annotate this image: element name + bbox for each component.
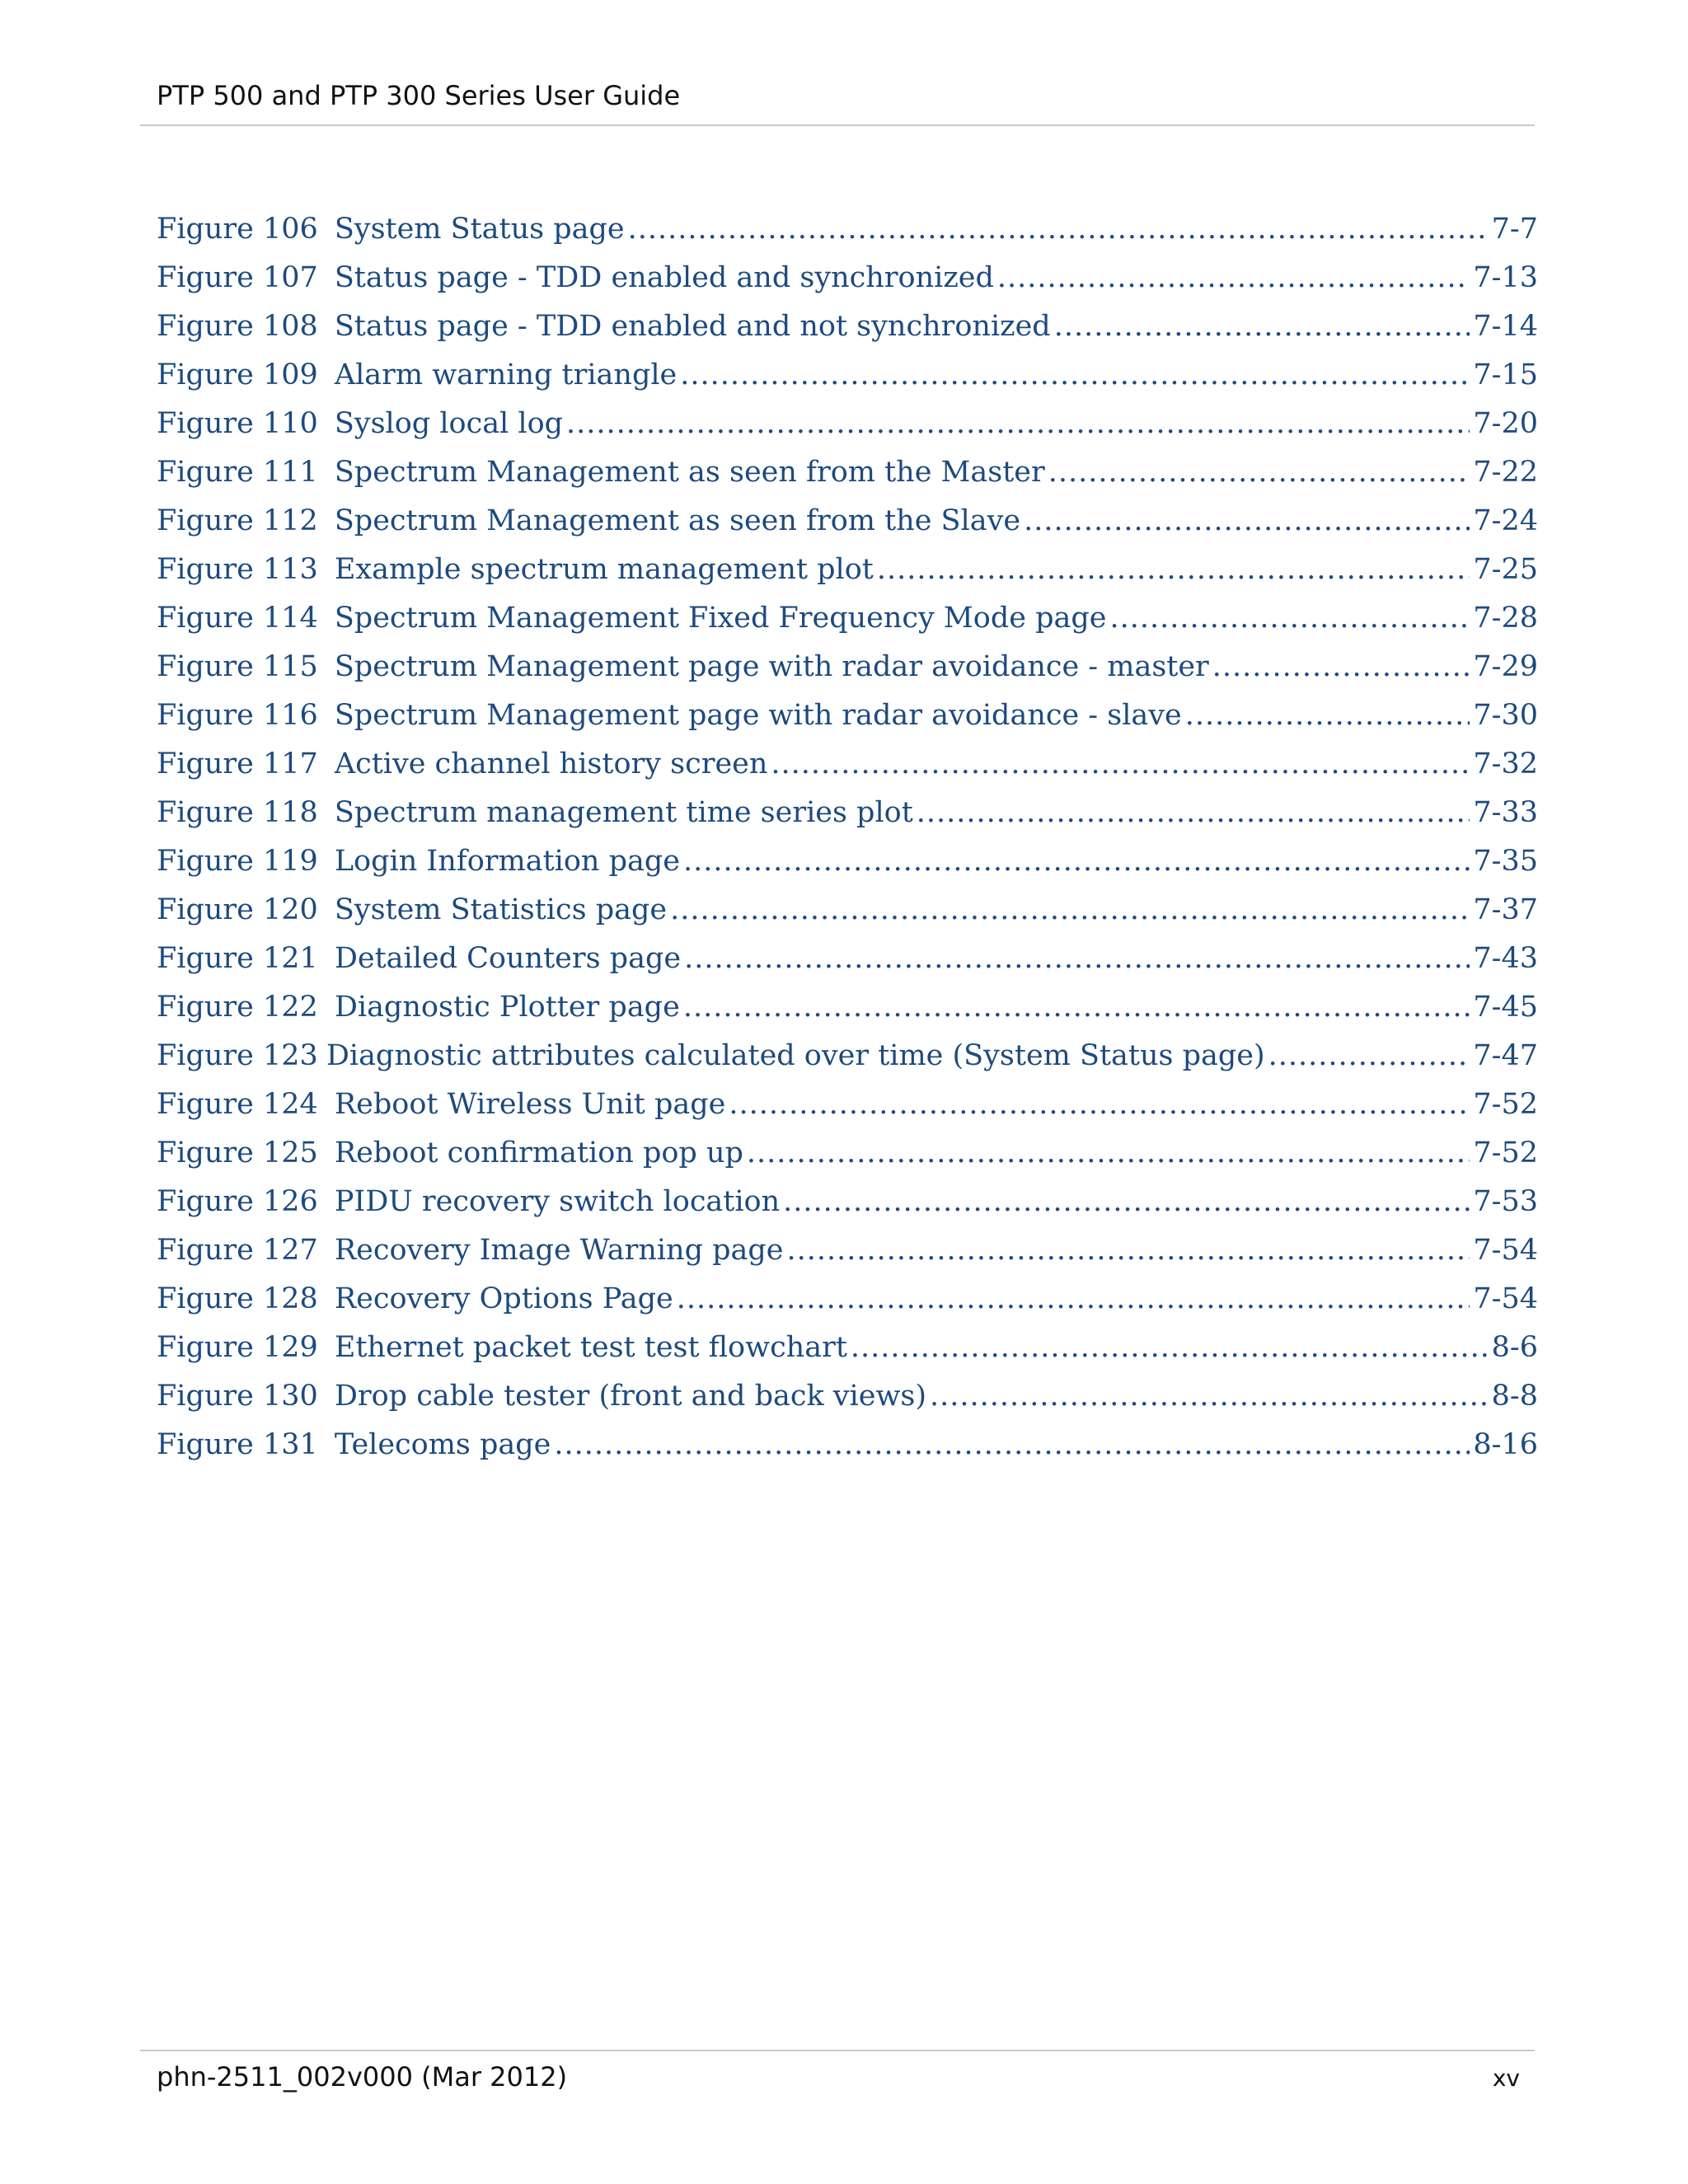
toc-entry[interactable] xyxy=(157,261,1538,310)
toc-entry-label: Figure 113 xyxy=(157,553,318,586)
footer-document-id: phn-2511_002v000 (Mar 2012) xyxy=(157,2061,568,2093)
toc-entry-page-number: 7-15 xyxy=(1473,359,1538,391)
toc-entry-page-number: 7-25 xyxy=(1473,553,1538,586)
toc-entry-page-number: 7-32 xyxy=(1473,748,1538,780)
toc-entry-page-number: 8-16 xyxy=(1473,1428,1538,1461)
toc-entry-label: Figure 115 xyxy=(157,650,318,683)
toc-entry-label: Figure 128 xyxy=(157,1282,318,1315)
toc-entry-label: Figure 108 xyxy=(157,310,318,343)
toc-entry-page-number: 7-20 xyxy=(1473,407,1538,440)
toc-entry[interactable] xyxy=(157,1331,1538,1380)
toc-entry-title: Recovery Image Warning page xyxy=(334,1234,784,1267)
toc-entry-page-number: 8-6 xyxy=(1491,1331,1538,1364)
dot-leader xyxy=(729,1088,1470,1121)
toc-entry-page-number: 7-43 xyxy=(1473,942,1538,975)
dot-leader xyxy=(670,893,1470,926)
dot-leader xyxy=(877,553,1470,586)
dot-leader xyxy=(554,1428,1470,1461)
toc-entry-title: Spectrum Management as seen from the Slave xyxy=(334,504,1021,537)
dot-leader xyxy=(1185,699,1470,732)
toc-entry-title: Syslog local log xyxy=(334,407,564,440)
toc-entry-title: Status page - TDD enabled and not synchronized xyxy=(334,310,1051,343)
toc-entry-label: Figure 107 xyxy=(157,261,318,294)
toc-entry[interactable] xyxy=(157,1088,1538,1137)
toc-entry-label: Figure 111 xyxy=(157,456,318,489)
toc-entry-label: Figure 129 xyxy=(157,1331,318,1364)
toc-entry-label: Figure 123 xyxy=(157,1039,318,1072)
toc-entry-title: Spectrum Management page with radar avoidance - master xyxy=(334,650,1209,683)
toc-entry-label: Figure 109 xyxy=(157,359,318,391)
dot-leader xyxy=(1048,456,1470,489)
toc-entry[interactable] xyxy=(157,942,1538,991)
toc-entry-title: Spectrum Management page with radar avoidance - slave xyxy=(334,699,1182,732)
toc-entry[interactable] xyxy=(157,553,1538,602)
toc-entry-label: Figure 125 xyxy=(157,1137,318,1169)
footer-page-number: xv xyxy=(1492,2064,1520,2092)
dot-leader xyxy=(677,1282,1470,1315)
toc-entry-title: Spectrum Management as seen from the Master xyxy=(334,456,1045,489)
dot-leader xyxy=(1212,650,1470,683)
dot-leader xyxy=(783,1185,1470,1218)
dot-leader xyxy=(787,1234,1470,1267)
toc-entry-label: Figure 124 xyxy=(157,1088,318,1121)
toc-entry-label: Figure 127 xyxy=(157,1234,318,1267)
toc-entry[interactable] xyxy=(157,893,1538,942)
toc-entry-page-number: 7-13 xyxy=(1473,261,1538,294)
toc-entry[interactable] xyxy=(157,359,1538,407)
toc-entry-page-number: 7-52 xyxy=(1473,1137,1538,1169)
toc-entry-title: Active channel history screen xyxy=(334,748,768,780)
toc-entry-label: Figure 122 xyxy=(157,991,318,1024)
toc-entry-title: Example spectrum management plot xyxy=(334,553,874,586)
toc-entry-label: Figure 121 xyxy=(157,942,318,975)
toc-entry-page-number: 7-45 xyxy=(1473,991,1538,1024)
toc-entry-title: System Statistics page xyxy=(334,893,668,926)
dot-leader xyxy=(917,796,1470,829)
toc-entry-title: Ethernet packet test test flowchart xyxy=(334,1331,847,1364)
toc-entry-page-number: 7-54 xyxy=(1473,1234,1538,1267)
toc-entry[interactable] xyxy=(157,407,1538,456)
dot-leader xyxy=(997,261,1470,294)
toc-entry[interactable] xyxy=(157,699,1538,748)
toc-entry-title: Diagnostic attributes calculated over time (System Status page) xyxy=(326,1039,1265,1072)
toc-entry-title: Reboot confirmation pop up xyxy=(334,1137,743,1169)
toc-entry-page-number: 7-22 xyxy=(1473,456,1538,489)
dot-leader xyxy=(1109,602,1470,635)
dot-leader xyxy=(680,359,1470,391)
toc-entry[interactable] xyxy=(157,796,1538,845)
toc-entry-label: Figure 126 xyxy=(157,1185,318,1218)
toc-entry-page-number: 7-37 xyxy=(1473,893,1538,926)
toc-entry-label: Figure 112 xyxy=(157,504,318,537)
dot-leader xyxy=(851,1331,1489,1364)
toc-entry-label: Figure 116 xyxy=(157,699,318,732)
toc-entry-title: Recovery Options Page xyxy=(334,1282,673,1315)
toc-entry[interactable] xyxy=(157,310,1538,359)
toc-entry-page-number: 8-8 xyxy=(1491,1380,1538,1413)
toc-entry[interactable] xyxy=(157,845,1538,893)
toc-entry[interactable] xyxy=(157,213,1538,261)
toc-entry-label: Figure 120 xyxy=(157,893,318,926)
toc-entry[interactable] xyxy=(157,602,1538,650)
footer-divider xyxy=(140,2050,1535,2051)
dot-leader xyxy=(1054,310,1470,343)
dot-leader xyxy=(1268,1039,1470,1072)
header-divider xyxy=(140,124,1535,126)
toc-entry-title: Spectrum management time series plot xyxy=(334,796,913,829)
toc-entry[interactable] xyxy=(157,748,1538,796)
toc-entry-title: Detailed Counters page xyxy=(334,942,682,975)
toc-entry-page-number: 7-29 xyxy=(1473,650,1538,683)
toc-entry-title: Login Information page xyxy=(334,845,680,878)
toc-entry[interactable] xyxy=(157,504,1538,553)
toc-entry-page-number: 7-24 xyxy=(1473,504,1538,537)
dot-leader xyxy=(1024,504,1470,537)
toc-entry-label: Figure 106 xyxy=(157,213,318,246)
toc-entry-label: Figure 131 xyxy=(157,1428,318,1461)
dot-leader xyxy=(683,991,1470,1024)
toc-entry[interactable] xyxy=(157,650,1538,699)
toc-entry[interactable] xyxy=(157,1039,1538,1088)
toc-entry-title: Status page - TDD enabled and synchronized xyxy=(334,261,994,294)
toc-entry-title: Telecoms page xyxy=(334,1428,551,1461)
toc-entry-page-number: 7-28 xyxy=(1473,602,1538,635)
toc-entry-label: Figure 114 xyxy=(157,602,318,635)
toc-entry-title: PIDU recovery switch location xyxy=(334,1185,781,1218)
toc-entry-title: Reboot Wireless Unit page xyxy=(334,1088,726,1121)
toc-entry-title: Diagnostic Plotter page xyxy=(334,991,680,1024)
toc-entry-label: Figure 117 xyxy=(157,748,318,780)
dot-leader xyxy=(930,1380,1489,1413)
toc-entry-page-number: 7-7 xyxy=(1491,213,1538,246)
toc-entry[interactable] xyxy=(157,1137,1538,1185)
toc-entry-title: System Status page xyxy=(334,213,625,246)
dot-leader xyxy=(771,748,1470,780)
dot-leader xyxy=(683,845,1470,878)
page-header-title: PTP 500 and PTP 300 Series User Guide xyxy=(157,80,681,111)
toc-entry-label: Figure 119 xyxy=(157,845,318,878)
dot-leader xyxy=(684,942,1470,975)
toc-entry[interactable] xyxy=(157,1428,1538,1477)
toc-entry-page-number: 7-30 xyxy=(1473,699,1538,732)
toc-entry-page-number: 7-14 xyxy=(1473,310,1538,343)
toc-entry[interactable] xyxy=(157,1380,1538,1428)
toc-entry-title: Drop cable tester (front and back views) xyxy=(334,1380,927,1413)
toc-entry-page-number: 7-47 xyxy=(1473,1039,1538,1072)
toc-entry-title: Alarm warning triangle xyxy=(334,359,678,391)
toc-entry[interactable] xyxy=(157,1185,1538,1234)
toc-entry-page-number: 7-33 xyxy=(1473,796,1538,829)
toc-entry-label: Figure 110 xyxy=(157,407,318,440)
toc-entry[interactable] xyxy=(157,456,1538,504)
dot-leader xyxy=(566,407,1470,440)
toc-entry[interactable] xyxy=(157,1234,1538,1282)
toc-entry-page-number: 7-35 xyxy=(1473,845,1538,878)
toc-entry-title: Spectrum Management Fixed Frequency Mode page xyxy=(334,602,1107,635)
toc-entry-page-number: 7-53 xyxy=(1473,1185,1538,1218)
toc-entry-page-number: 7-52 xyxy=(1473,1088,1538,1121)
toc-entry[interactable] xyxy=(157,1282,1538,1331)
toc-entry-page-number: 7-54 xyxy=(1473,1282,1538,1315)
list-of-figures xyxy=(157,213,1538,1477)
toc-entry-label: Figure 130 xyxy=(157,1380,318,1413)
dot-leader xyxy=(628,213,1489,246)
toc-entry-label: Figure 118 xyxy=(157,796,318,829)
toc-entry[interactable] xyxy=(157,991,1538,1039)
dot-leader xyxy=(747,1137,1470,1169)
